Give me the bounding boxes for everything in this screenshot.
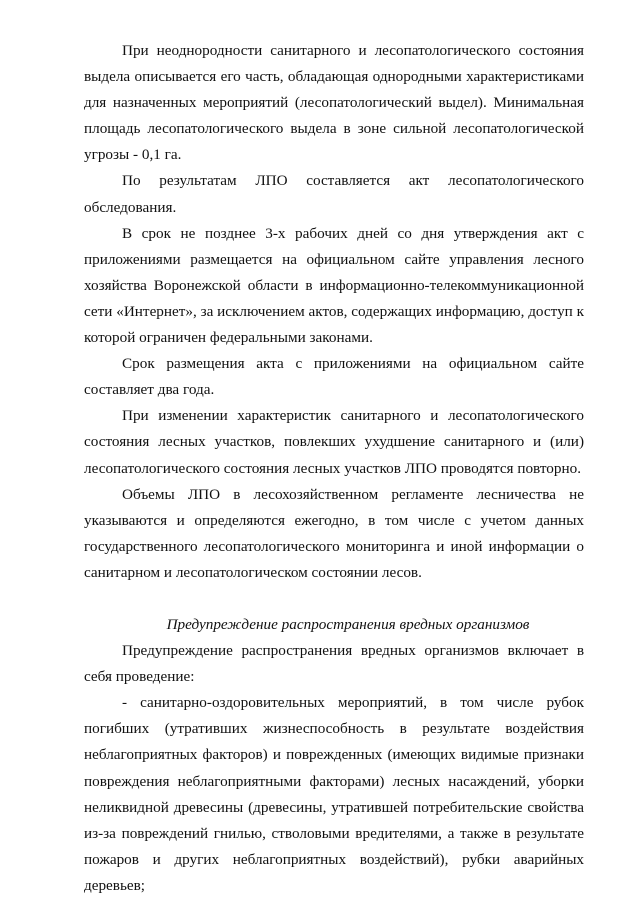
paragraph-act-drafting: По результатам ЛПО составляется акт лесопатологического обследования. <box>84 172 584 216</box>
paragraph-survey-volume: Объемы ЛПО в лесохозяйственном регламенте лесничества не указываются и определяются ежегодно, в том числе с учетом данных государственного лесопатологического мониторинга и иной информации о санитарном и лесопатологическом состоянии лесов. <box>84 485 584 581</box>
paragraph-act-publication: В срок не позднее 3-х рабочих дней со дня утверждения акт с приложениями размещается на официальном сайте управления лесного хозяйства Воронежской области в информационно-телекоммуникационной сети «Интернет», за исключением актов, содержащих информацию, доступ к которой ограничен федеральными законами. <box>84 224 584 347</box>
paragraph-publication-term: Срок размещения акта с приложениями на официальном сайте составляет два года. <box>84 355 584 399</box>
list-item-sanitary-measures: - санитарно-оздоровительных мероприятий, в том числе рубок погибших (утративших жизнеспособность в результате воздействия неблагоприятных факторов) и поврежденных (имеющих видимые признаки повреждения неблагоприятными факторами) лесных насаждений, уборки неликвидной древесины (древесины, утратившей потребительские свойства из-за повреждений гнилью, стволовыми вредителями, а также в результате пожаров и других неблагоприятных воздействий), рубки аварийных деревьев; <box>84 694 584 894</box>
paragraph-heterogeneity: При неоднородности санитарного и лесопатологического состояния выдела описывается его часть, обладающая однородными характеристиками для назначенных мероприятий (лесопатологический выдел). Минимальная площадь лесопатологического выдела в зоне сильной лесопатологической угрозы - 0,1 га. <box>84 42 584 164</box>
section-spacer <box>84 586 584 612</box>
section-heading: Предупреждение распространения вредных организмов <box>166 615 530 633</box>
paragraph-repeat-survey: При изменении характеристик санитарного и лесопатологического состояния лесных участков, повлекших ухудшение санитарного и (или) лесопатологического состояния лесных участков ЛПО проводятся повторно. <box>84 407 584 477</box>
paragraph-prevention-intro: Предупреждение распространения вредных организмов включает в себя проведение: <box>84 642 584 686</box>
